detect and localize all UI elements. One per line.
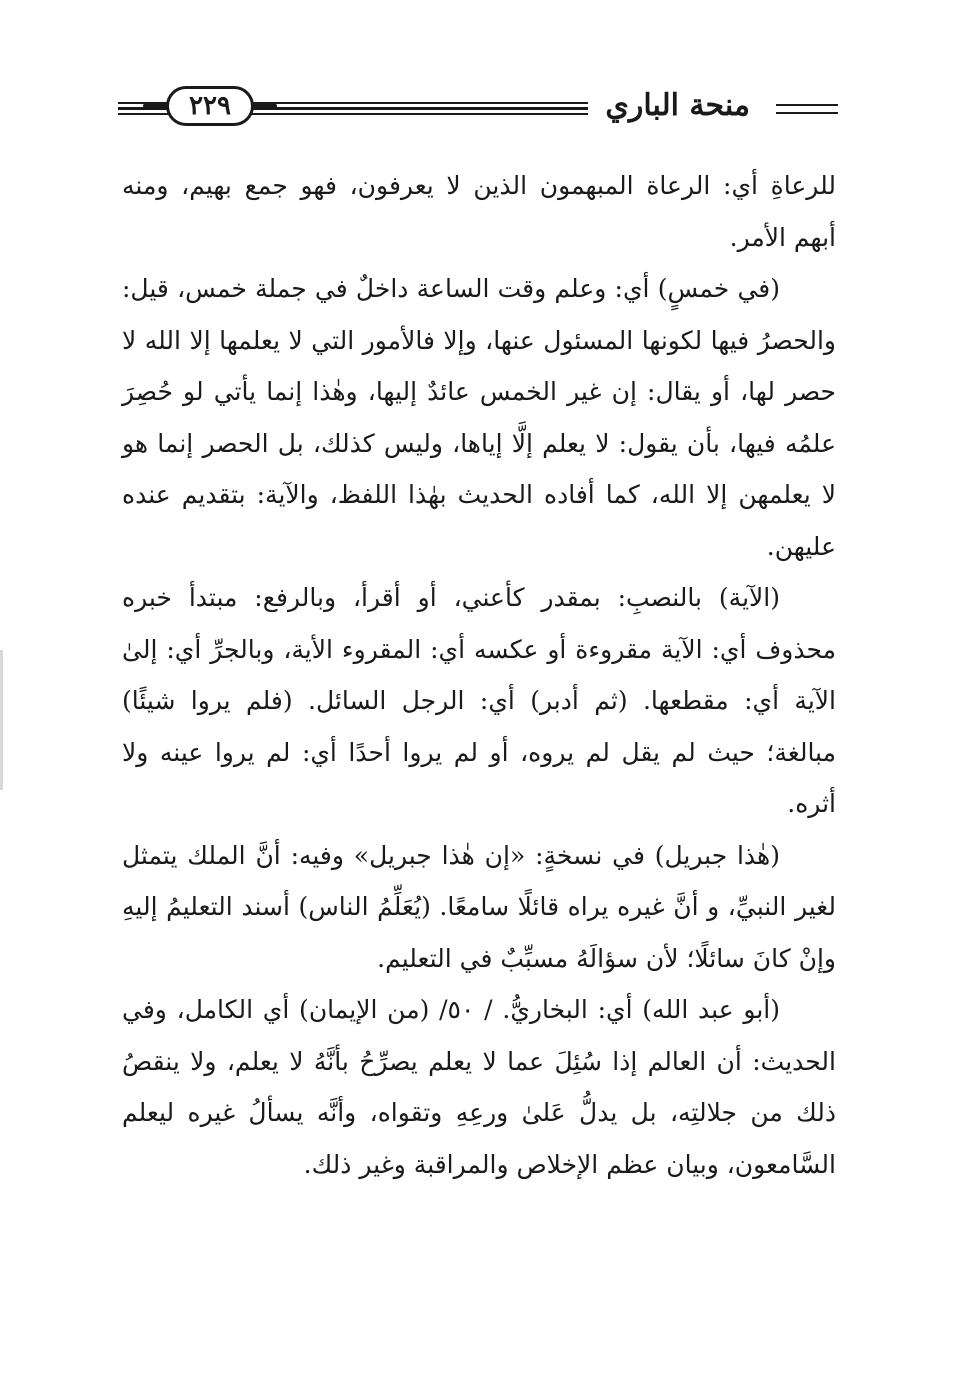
- paragraph-1: للرعاةِ أي: الرعاة المبهمون الذين لا يعرفون، فهو جمع بهيم، ومنه أبهم الأمر.: [122, 171, 836, 252]
- paragraph-4: (هٰذا جبريل) في نسخةٍ: «إن هٰذا جبريل» وفيه: أنَّ الملك يتمثل لغير النبيِّ، و أنَّ غيره يراه قائلًا سامعًا. (يُعَلِّمُ الناس) أسند التعليمُ إليهِ وإنْ كانَ سائلًا؛ لأن سؤالَهُ مسبِّبٌ في التعليم.: [122, 840, 836, 973]
- page-number-badge: [166, 86, 254, 126]
- header-rule-right: [776, 104, 838, 114]
- paragraph-2: (في خمسٍ) أي: وعلم وقت الساعة داخلٌ في جملة خمس، قيل: والحصرُ فيها لكونها المسئول عنها، وإلا فالأمور التي لا يعلمها إلا الله لا حصر لها، أو يقال: إن غير الخمس عائدٌ إليها، وهٰذا إنما يأتي لو حُصِرَ علمُه فيها، بأن يقول: لا يعلم إلَّا إياها، وليس كذلك، بل الحصر إنما هو لا يعلمهن إلا الله، كما أفاده الحديث بهٰذا اللفظ، والآية: بتقديم عنده عليهن.: [122, 274, 836, 561]
- book-title: منحة الباري: [597, 88, 758, 123]
- page-body: [122, 160, 836, 1190]
- page-number: ٢٢٩: [189, 91, 231, 121]
- page-header: [118, 78, 838, 138]
- paragraph-3: (الآية) بالنصبِ: بمقدر كأعني، أو أقرأ، وبالرفع: مبتدأ خبره محذوف أي: الآية مقروءة أو عكسه أي: المقروء الأية، وبالجرِّ أي: إلىٰ الآية أي: مقطعها. (ثم أدبر) أي: الرجل السائل. (فلم يروا شيئًا) مبالغة؛ حيث لم يقل لم يروه، أو لم يروا أحدًا أي: لم يروا عينه ولا أثره.: [122, 583, 836, 818]
- paragraph-5: (أبو عبد الله) أي: البخاريُّ. / ٥٠/ (من الإيمان) أي الكامل، وفي الحديث: أن العالم إذا سُئِلَ عما لا يعلم يصرِّحُ بأنَّهُ لا يعلم، ولا ينقصُ ذلك من جلالتِه، بل يدلُّ عَلىٰ ورعِهِ وتقواه، وأنَّه يسألُ غيره ليعلم السَّامعون، وبيان عظم الإخلاص والمراقبة وغير ذلك.: [122, 995, 836, 1179]
- scan-margin-mark: [0, 650, 3, 790]
